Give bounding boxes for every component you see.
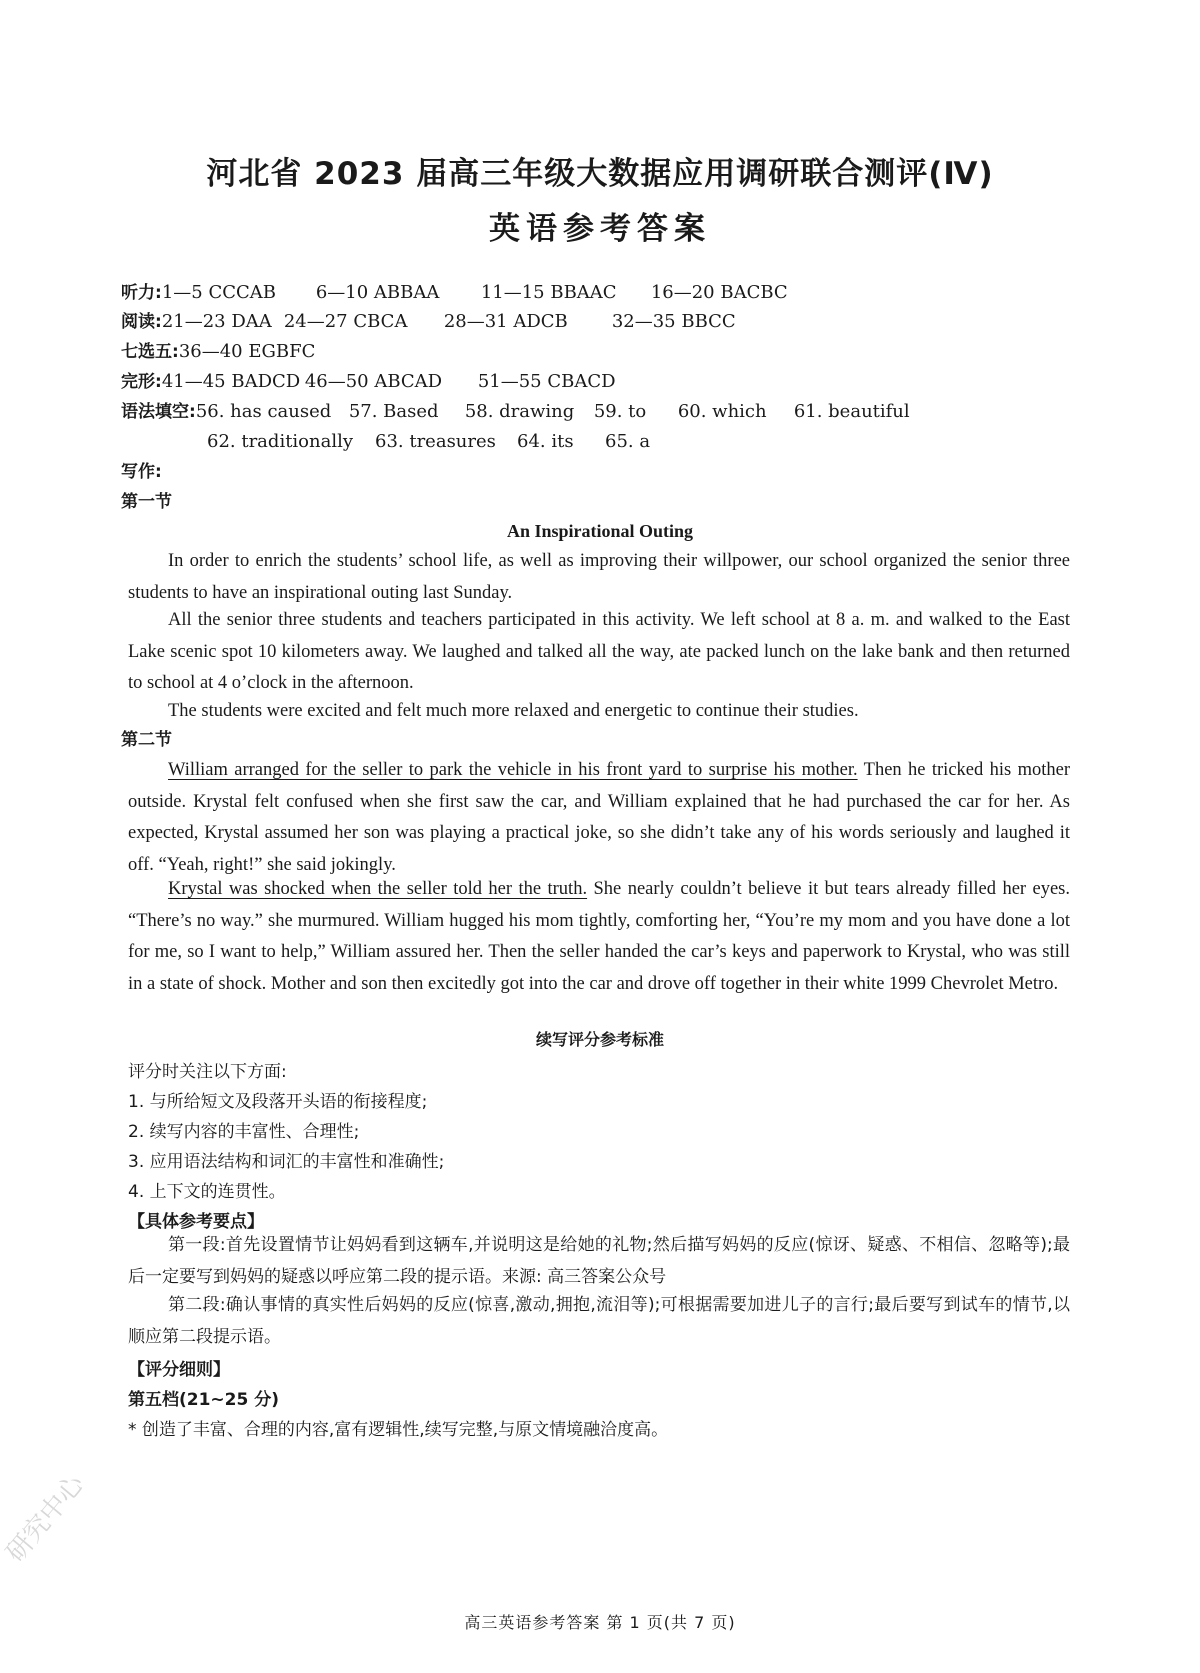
cloze-answers xyxy=(121,371,616,393)
page-footer: 高三英语参考答案 第 1 页(共 7 页) xyxy=(464,1613,736,1632)
writing-label: 写作: xyxy=(121,462,162,482)
seven-choose-five-answers xyxy=(121,341,315,363)
answer-item: 65. a xyxy=(605,431,651,452)
answer-group: 21—23 DAA xyxy=(161,311,272,332)
key-point-paragraph: 第二段:确认事情的真实性后妈妈的反应(惊喜,激动,拥抱,流泪等);可根据需要加进儿子的言行;最后要写到试车的情节,以顺应第二段提示语。 xyxy=(128,1295,1070,1347)
answer-group: 41—45 BADCD xyxy=(161,371,301,392)
criteria-item: 3. 应用语法结构和词汇的丰富性和准确性; xyxy=(128,1152,445,1172)
grade5-item: * 创造了丰富、合理的内容,富有逻辑性,续写完整,与原文情境融洽度高。 xyxy=(128,1420,669,1440)
essay-paragraph: All the senior three students and teachers participated in this activity. We left school at 8 a. m. and walked to the East Lake scenic spot 10 kilometers away. We laughed and talked all the way, ate packed lunch on the lake bank and then returned to school at 4 o’clock in the afternoon. xyxy=(128,610,1070,693)
paragraph-text: Then he tricked his mother outside. Krystal felt confused when she first saw the car, and William explained that he had purchased the car for her. As expected, Krystal assumed her son was playing a practical joke, so she didn’t take any of his words seriously and laughed it off. “Yeah, right!” she said jokingly. xyxy=(128,760,1070,875)
listening-label: 听力: xyxy=(121,283,162,303)
underlined-prompt: William arranged for the seller to park the vehicle in his front yard to surprise his mother. xyxy=(168,760,858,780)
grammar-answers-row2 xyxy=(207,431,650,453)
continuation-paragraph-2 xyxy=(128,874,1070,1000)
grammar-answers-row1 xyxy=(121,401,910,423)
grade5-label: 第五档(21~25 分) xyxy=(128,1390,280,1410)
answer-group: 46—50 ABCAD xyxy=(304,371,443,392)
answer-item: 58. drawing xyxy=(464,401,575,422)
criteria-intro: 评分时关注以下方面: xyxy=(128,1062,287,1082)
reading-label: 阅读: xyxy=(121,312,162,332)
seven-choose-five-label: 七选五: xyxy=(121,342,179,362)
essay-paragraph: The students were excited and felt much more relaxed and energetic to continue their studies. xyxy=(168,701,859,721)
criteria-item: 1. 与所给短文及段落开头语的衔接程度; xyxy=(128,1092,428,1112)
page-title: 河北省 2023 届高三年级大数据应用调研联合测评(Ⅳ) xyxy=(206,156,994,192)
answer-group: 11—15 BBAAC xyxy=(480,282,617,303)
listening-answers xyxy=(121,282,788,304)
essay-paragraph: In order to enrich the students’ school life, as well as improving their willpower, our school organized the senior three students to have an inspirational outing last Sunday. xyxy=(128,551,1070,603)
answer-item: 60. which xyxy=(677,401,767,422)
essay-title: An Inspirational Outing xyxy=(506,521,694,541)
answer-item: 56. has caused xyxy=(195,401,332,422)
answer-group: 16—20 BACBC xyxy=(650,282,788,303)
section1-label: 第一节 xyxy=(121,492,172,512)
scoring-detail-label: 【评分细则】 xyxy=(128,1360,230,1380)
criteria-item: 2. 续写内容的丰富性、合理性; xyxy=(128,1122,360,1142)
section2-label: 第二节 xyxy=(121,730,172,750)
answer-group: 1—5 CCCAB xyxy=(161,282,276,303)
grammar-label: 语法填空: xyxy=(121,402,196,422)
answer-group: 51—55 CBACD xyxy=(477,371,616,392)
answer-group: 28—31 ADCB xyxy=(443,311,568,332)
cloze-label: 完形: xyxy=(121,372,162,392)
key-points-label: 【具体参考要点】 xyxy=(128,1212,264,1232)
watermark: 研究中心 xyxy=(0,1469,91,1569)
reading-answers xyxy=(121,311,736,333)
underlined-prompt: Krystal was shocked when the seller told her the truth. xyxy=(168,879,588,899)
answer-item: 57. Based xyxy=(348,401,439,422)
page-subtitle: 英语参考答案 xyxy=(489,211,711,247)
key-point-paragraph: 第一段:首先设置情节让妈妈看到这辆车,并说明这是给她的礼物;然后描写妈妈的反应(惊讶、疑惑、不相信、忽略等);最后一定要写到妈妈的疑惑以呼应第二段的提示语。来源: 高三答案公众号 xyxy=(128,1235,1070,1287)
criteria-item: 4. 上下文的连贯性。 xyxy=(128,1182,286,1202)
answer-item: 61. beautiful xyxy=(793,401,910,422)
answer-item: 59. to xyxy=(593,401,647,422)
continuation-paragraph-1 xyxy=(128,755,1070,881)
answer-item: 63. treasures xyxy=(375,431,496,452)
criteria-title: 续写评分参考标准 xyxy=(535,1030,664,1049)
paragraph-text: She nearly couldn’t believe it but tears already filled her eyes. “There’s no way.” she murmured. William hugged his mom tightly, comforting her, “You’re my mom and you have done a lot for me, so I want to help,” William assured her. Then the seller handed the car’s keys and paperwork to Krystal, who was still in a state of shock. Mother and son then excitedly got into the car and drove off together in their white 1999 Chevrolet Metro. xyxy=(128,879,1070,994)
answer-group: 32—35 BBCC xyxy=(611,311,736,332)
answer-item: 62. traditionally xyxy=(207,431,354,452)
answer-group: 36—40 EGBFC xyxy=(178,341,316,362)
answer-group: 6—10 ABBAA xyxy=(315,282,440,303)
answer-group: 24—27 CBCA xyxy=(283,311,408,332)
answer-item: 64. its xyxy=(517,431,574,452)
